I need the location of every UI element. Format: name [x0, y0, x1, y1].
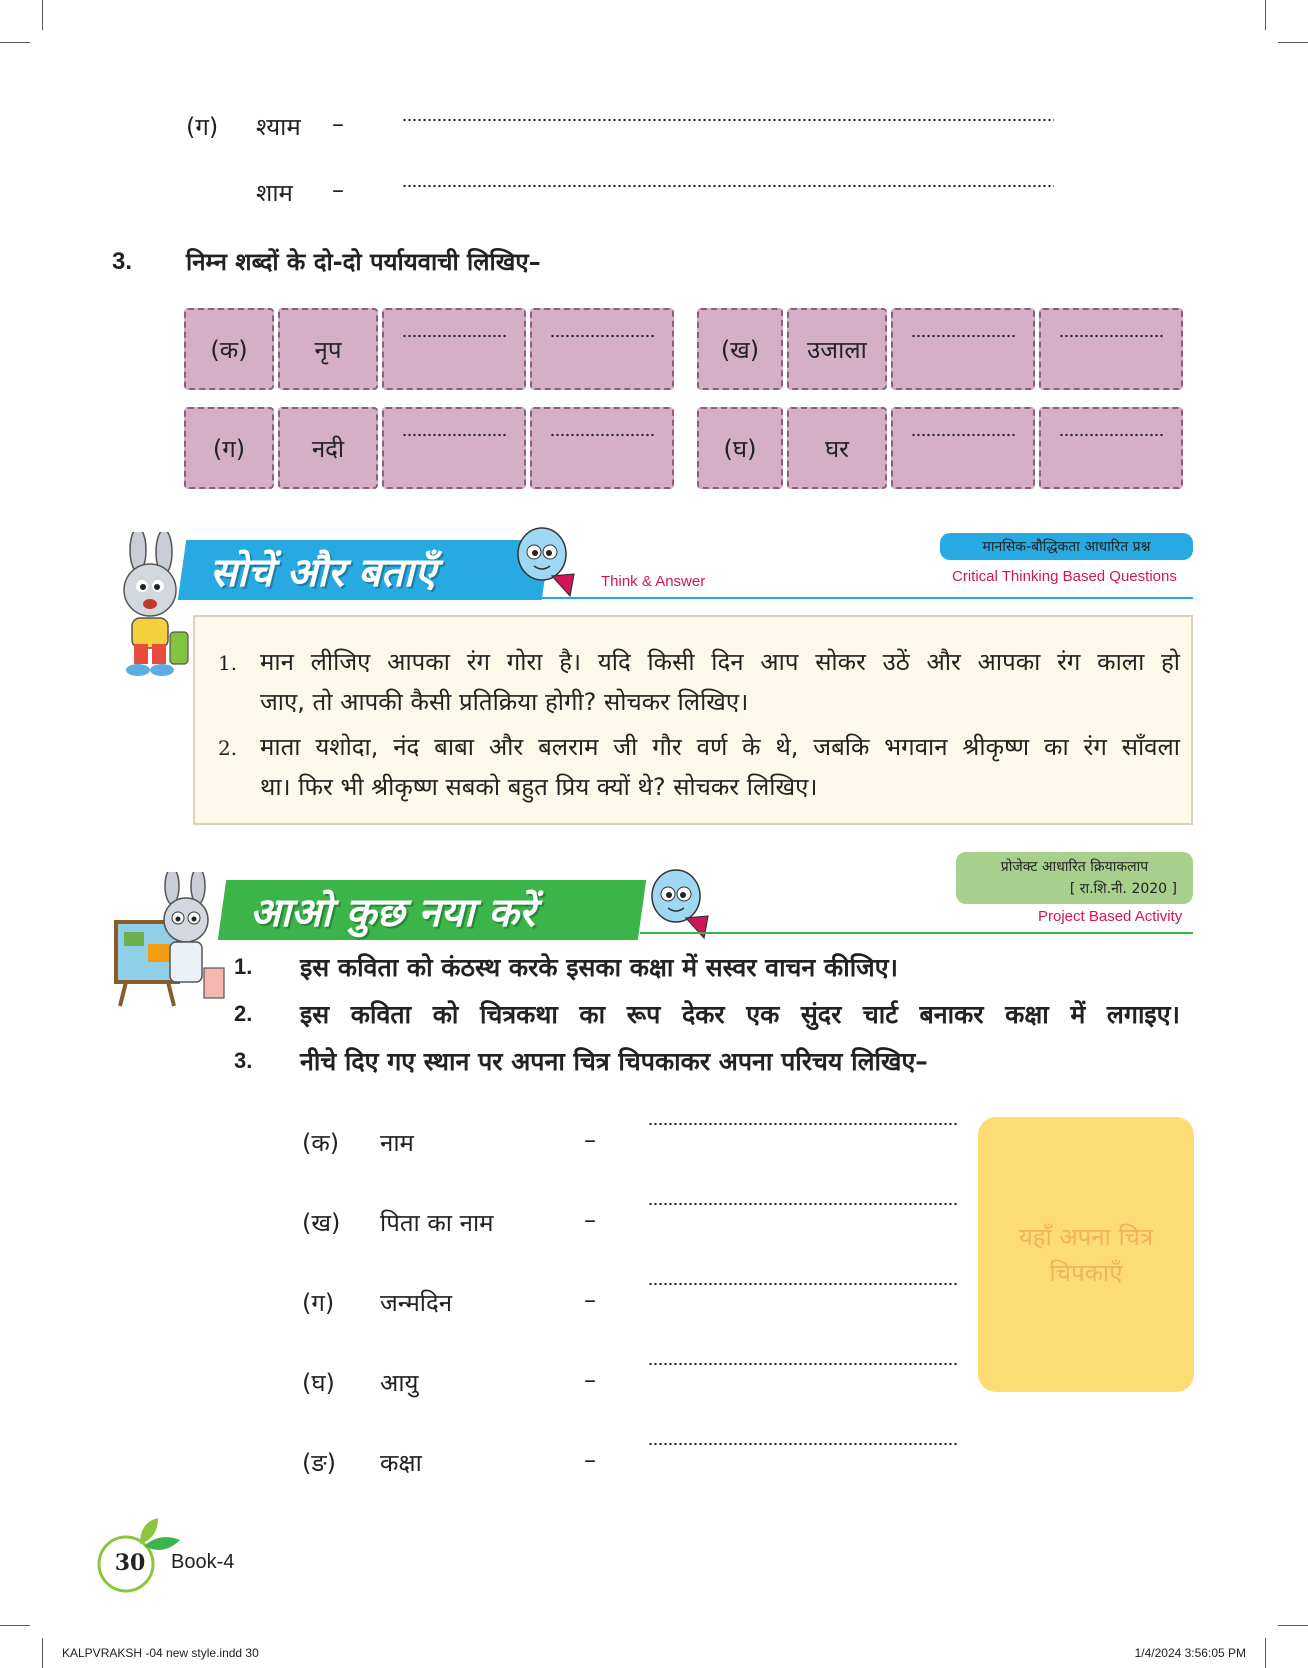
crop-mark	[0, 1625, 30, 1626]
photo-placeholder-text: यहाँ अपना चित्र चिपकाएँ	[1018, 1222, 1154, 1287]
photo-placeholder[interactable]	[978, 1117, 1194, 1392]
crop-mark	[1265, 0, 1266, 30]
pencil-mascot-icon	[646, 866, 716, 942]
synonym-group	[184, 407, 674, 489]
synonym-word: नदी	[278, 407, 378, 489]
project-banner	[218, 880, 646, 940]
crop-mark	[42, 1638, 43, 1668]
birthday-input-blank[interactable]	[648, 1282, 958, 1286]
think-item-line: था। फिर भी श्रीकृष्ण सबको बहुत प्रिय क्यों थे? सोचकर लिखिए।	[260, 773, 818, 801]
class-input-blank[interactable]	[648, 1442, 958, 1446]
age-input-blank[interactable]	[648, 1362, 958, 1366]
synonym-group	[184, 308, 674, 390]
synonym-blank[interactable]	[530, 407, 674, 489]
form-dash: –	[584, 1366, 596, 1394]
section-rule	[540, 597, 1193, 599]
synonym-group	[697, 407, 1183, 489]
crop-mark	[1278, 42, 1308, 43]
think-item-number: 2.	[218, 736, 238, 760]
answer-blank[interactable]	[402, 184, 1054, 188]
file-slug: KALPVRAKSH -04 new style.indd 30	[62, 1646, 259, 1660]
form-dash: –	[584, 1286, 596, 1314]
synonym-blank[interactable]	[382, 308, 526, 390]
synonym-blank[interactable]	[1039, 407, 1183, 489]
name-input-blank[interactable]	[648, 1122, 958, 1126]
pair-label: (ग)	[186, 113, 219, 141]
project-item-text: इस कविता को कंठस्थ करके इसका कक्षा में सस्वर वाचन कीजिए।	[300, 953, 899, 982]
synonym-blank[interactable]	[891, 407, 1035, 489]
project-banner-text: आओ कुछ नया करें	[250, 888, 536, 936]
synonym-label: (घ)	[697, 407, 783, 489]
form-label: (ङ)	[302, 1449, 337, 1477]
book-label: Book-4	[171, 1551, 235, 1573]
page-number: 30	[114, 1550, 146, 1576]
answer-blank[interactable]	[402, 118, 1054, 122]
form-field-name: जन्मदिन	[380, 1289, 453, 1317]
form-label: (घ)	[302, 1369, 335, 1397]
form-dash: –	[584, 1126, 596, 1154]
form-field-name: पिता का नाम	[380, 1209, 494, 1237]
project-tag-policy: [ रा.शि.नी. 2020 ]	[1069, 881, 1177, 897]
form-field-name: आयु	[380, 1369, 419, 1397]
question-number: 3.	[112, 248, 133, 275]
synonym-blank[interactable]	[891, 308, 1035, 390]
form-label: (क)	[302, 1129, 340, 1157]
project-item-number: 2.	[234, 1001, 253, 1026]
synonym-group	[697, 308, 1183, 390]
think-banner	[178, 540, 550, 600]
think-tag-hindi: मानसिक-बौद्धिकता आधारित प्रश्न	[940, 533, 1193, 560]
pair-word-1: श्याम	[256, 113, 301, 141]
think-item-line: मान लीजिए आपका रंग गोरा है। यदि किसी दिन आप सोकर उठें और आपका रंग काला हो	[260, 648, 1180, 676]
project-item-text: नीचे दिए गए स्थान पर अपना चित्र चिपकाकर अपना परिचय लिखिए–	[300, 1047, 928, 1076]
rabbit-mascot-icon	[108, 532, 194, 680]
form-dash: –	[584, 1206, 596, 1234]
synonym-label: (ख)	[697, 308, 783, 390]
form-label: (ग)	[302, 1289, 335, 1317]
synonym-word: उजाला	[787, 308, 887, 390]
pencil-mascot-icon	[512, 524, 582, 600]
section-rule	[640, 932, 1193, 934]
crop-mark	[42, 0, 43, 30]
father-name-input-blank[interactable]	[648, 1202, 958, 1206]
think-english-label: Think & Answer	[601, 573, 706, 590]
project-tag	[956, 852, 1193, 904]
think-tag-english: Critical Thinking Based Questions	[952, 568, 1177, 585]
pair-dash-1: –	[332, 110, 344, 138]
crop-mark	[0, 42, 30, 43]
question-title: निम्न शब्दों के दो-दो पर्यायवाची लिखिए–	[186, 248, 541, 276]
form-dash: –	[584, 1446, 596, 1474]
synonym-label: (क)	[184, 308, 274, 390]
think-banner-text: सोचें और बताएँ	[210, 548, 437, 596]
synonym-word: नृप	[278, 308, 378, 390]
think-item-line: माता यशोदा, नंद बाबा और बलराम जी गौर वर्ण के थे, जबकि भगवान श्रीकृष्ण का रंग साँवला	[260, 733, 1180, 761]
crop-mark	[1265, 1638, 1266, 1668]
project-item-text: इस कविता को चित्रकथा का रूप देकर एक सुंदर चार्ट बनाकर कक्षा में लगाइए।	[300, 1000, 1180, 1029]
form-label: (ख)	[302, 1209, 341, 1237]
project-tag-hindi: प्रोजेक्ट आधारित क्रियाकलाप	[1000, 859, 1149, 875]
think-item-number: 1.	[218, 651, 238, 675]
pair-dash-2: –	[332, 176, 344, 204]
pair-word-2: शाम	[256, 179, 293, 207]
synonym-blank[interactable]	[382, 407, 526, 489]
synonym-label: (ग)	[184, 407, 274, 489]
crop-mark	[1278, 1625, 1308, 1626]
form-field-name: नाम	[380, 1129, 414, 1157]
form-field-name: कक्षा	[380, 1449, 422, 1477]
synonym-blank[interactable]	[530, 308, 674, 390]
project-tag-english: Project Based Activity	[1038, 908, 1183, 925]
synonym-word: घर	[787, 407, 887, 489]
synonym-blank[interactable]	[1039, 308, 1183, 390]
rabbit-painter-icon	[112, 872, 230, 1008]
project-item-number: 3.	[234, 1048, 253, 1073]
think-item-line: जाए, तो आपकी कैसी प्रतिक्रिया होगी? सोचकर लिखिए।	[260, 688, 749, 716]
project-item-number: 1.	[234, 954, 253, 979]
timestamp: 1/4/2024 3:56:05 PM	[1134, 1646, 1246, 1660]
